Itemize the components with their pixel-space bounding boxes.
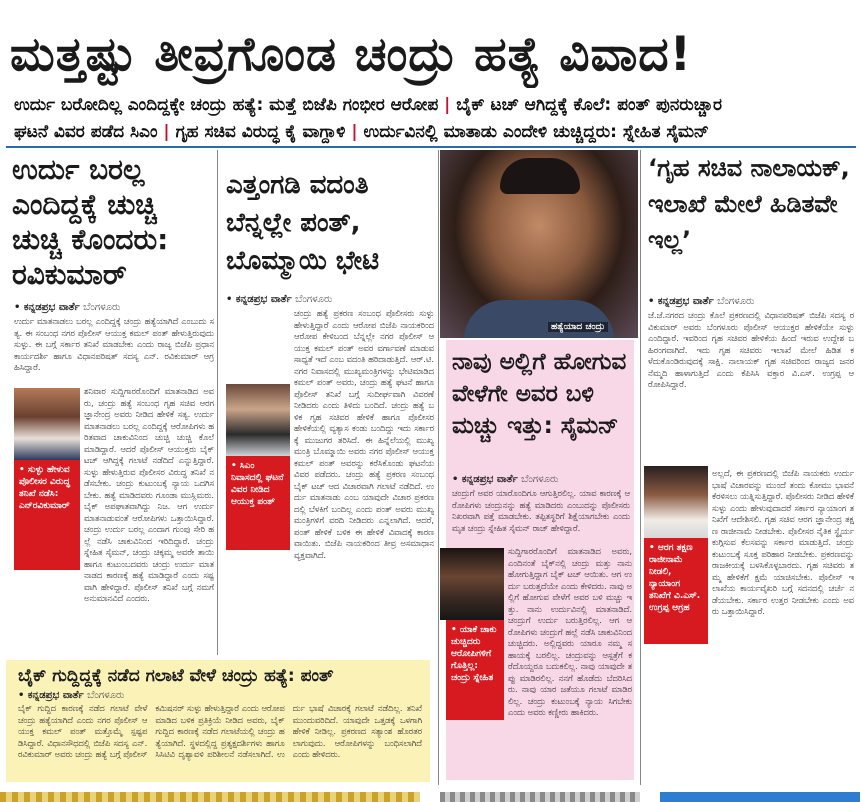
story2-text-content: ಚಂದ್ರು ಹತ್ಯೆ ಪ್ರಕರಣ ಸಂಬಂಧ ಪೊಲೀಸರು ಸುಳ್ಳು ಹೇಳುತ್ತಿದ್ದಾರೆ ಎಂದು ಆರೋಪ ಬಿಜೆಪಿ ನಾಯಕರಿಂದ ಆರೋಪ ಕೇಳಿಬಂದ ಬೆನ್ನಲ್ಲೇ ನಗರ ಪೊಲೀಸ್ ಆಯುಕ್ತ ಕಮಲ್ ಪಂತ್ ಅವರ ವರ್ಗಾವಣೆ ಮಾಡುವ ಸಾಧ್ಯತೆ ಇದೆ ಎಂಬ ವದಂತಿ ಹರಿದಾಡುತ್ತಿದೆ. ಆರ್.ಟಿ.ನಗರ ನಿವಾಸದಲ್ಲಿ ಮುಖ್ಯಮಂತ್ರಿಗಳನ್ನು ಭೇಟಿಮಾಡಿದ ಕಮಲ್ ಪಂತ್ ಅವರು, ಚಂದ್ರು ಹತ್ಯೆ ಘಟನೆ ಹಾಗೂ ಪೊಲೀಸ್ ತನಿಖೆ ಬಗ್ಗೆ ಸುದೀರ್ಘವಾಗಿ ವಿವರಣೆ ನೀಡಿದರು ಎಂದು ತಿಳಿದು ಬಂದಿದೆ. ಚಂದ್ರು ಹತ್ಯೆ ಬಳಿಕ ಗೃಹ ಸಚಿವರ ಹೇಳಿಕೆ ಹಾಗೂ ಪೊಲೀಸರ ಹೇಳಿಕೆಯಲ್ಲಿ ವ್ಯತ್ಯಾಸ ಕಂಡು ಬಂದಿದ್ದು ಇದು ಸರ್ಕಾರಕ್ಕೆ ಮುಜುಗರ ತರಿಸಿದೆ. ಈ ಹಿನ್ನೆಲೆಯಲ್ಲಿ ಮುಖ್ಯಮಂತ್ರಿ ಬೊಮ್ಮಾಯಿ ಅವರು ನಗರ ಪೊಲೀಸ್ ಆಯುಕ್ತ ಕಮಲ್ ಪಂತ್ ಅವರನ್ನು ಕರೆಸಿಕೊಂಡು ಘಟನೆಯ ವಿವರ ಪಡೆದರು. ಚಂದ್ರು ಹತ್ಯೆ ಪ್ರಕರಣ ಸಂಬಂಧ ಬೈಕ್ ಟಚ್ ಆದ ವಿಚಾರವಾಗಿ ಗಲಾಟೆ ನಡೆದಿದೆ. ಉರ್ದು ಮಾತನಾಡು ಎಂಬ ಯಾವುದೇ ವಿಚಾರ ಪ್ರಕರಣದಲ್ಲಿ ಬೆಳಕಿಗೆ ಬಂದಿಲ್ಲ ಎಂದು ಪಂತ್ ಅವರು ಮುಖ್ಯಮಂತ್ರಿಗಳಿಗೆ ವರದಿ ನೀಡಿದರು ಎನ್ನಲಾಗಿದೆ. ಆದರೆ, ಪಂತ್ ಹೇಳಿಕೆ ಬಳಿಕ ಈ ಹೇಳಿಕೆ ವಿವಾದಕ್ಕೆ ಕಾರಣವಾಯಿತು. ಬಿಜೆಪಿ ನಾಯಕರಿಂದ ತೀವ್ರ ಅಸಮಾಧಾನ ವ್ಯಕ್ತವಾಗಿದೆ. [294,308,434,560]
story3-byline [452,474,559,485]
deck-line-2 [14,119,854,145]
chandru-photo [440,150,638,338]
deck-separator: | [444,95,451,115]
byline-source: • ಕನ್ನಡಪ್ರಭ ವಾರ್ತೆ [14,302,80,313]
deck-line-1 [14,92,854,118]
column-divider [217,150,218,655]
deck-item: ಬೈಕ್ ಟಚ್ ಆಗಿದ್ದಕ್ಕೆ ಕೊಲೆ: ಪಂತ್ ಪುನರುಚ್ಚಾರ [456,95,722,115]
story1-byline [14,302,121,313]
story3-headline: ನಾವು ಅಲ್ಲಿಗೆ ಹೋಗುವ ವೇಳೆಗೇ ಅವರ ಬಳಿ ಮಚ್ಚು ಇತ್ತು: ಸೈಮನ್ [452,349,627,439]
story2-photo-caption: • ಸಿಎಂ ನಿವಾಸದಲ್ಲಿ ಘಟನೆ ವಿವರ ನೀಡಿದ ಆಯುಕ್ತ ಪಂತ್ [226,456,290,550]
next-story-strip [0,792,420,802]
story3-photo-caption: • ಯಾಕೆ ಚಾಕು ಚುಚ್ಚಿದರು ಆರೋಪಿಗಳಿಗೆ ಗೊತ್ತಿಲ್ಲ: ಚಂದ್ರು ಸ್ನೇಹಿತ [446,620,504,720]
story1-headline: ಉರ್ದು ಬರಲ್ಲ ಎಂದಿದ್ದಕ್ಕೆ ಚುಚ್ಚಿ ಚುಚ್ಚಿ ಕೊಂದರು: ರವಿಕುಮಾರ್ [12,153,169,291]
next-story-strip [660,792,860,802]
story2-headline: ಎತ್ತಂಗಡಿ ವದಂತಿ ಬೆನ್ನಲ್ಲೇ ಪಂತ್, ಬೊಮ್ಮಾಯಿ ಭೇಟಿ [226,170,380,276]
byline-place: ಬೆಂಗಳೂರು [295,294,333,305]
deck-item: ಘಟನೆ ವಿವರ ಪಡೆದ ಸಿಎಂ [14,122,158,142]
text-wrap-spacer [226,380,294,622]
byline-source: • ಕನ್ನಡಪ್ರಭ ವಾರ್ತೆ [226,294,292,305]
main-headline: ಮತ್ತಷ್ಟು ತೀವ್ರಗೊಂಡ ಚಂದ್ರು ಹತ್ಯೆ ವಿವಾದ! [10,27,693,82]
story4-headline: ‘ಗೃಹ ಸಚಿವ ನಾಲಾಯಕ್, ಇಲಾಖೆ ಮೇಲೆ ಹಿಡಿತವೇ ಇಲ್ಲ’ [648,154,850,254]
byline-source: • ಕನ್ನಡಪ್ರಭ ವಾರ್ತೆ [648,296,714,307]
column-divider [438,150,439,785]
story2-text [226,308,434,653]
column-divider [640,150,641,785]
byline-source: • ಕನ್ನಡಪ್ರಭ ವಾರ್ತೆ [18,690,84,701]
story2-byline [226,294,333,305]
hair-shape [500,158,580,194]
byline-place: ಬೆಂಗಳೂರು [83,302,121,313]
story4-byline [648,296,755,307]
story4-text-b: ಅಲ್ಲದೆ, ಈ ಪ್ರಕರಣದಲ್ಲಿ ಬಿಜೆಪಿ ನಾಯಕರು ಉರ್ದು ಭಾಷೆ ವಿಚಾರವನ್ನು ಮುಂದೆ ತಂದು ಕೋಮು ಭಾವನೆ ಕೆರಳಿಸಲು ಯತ್ನಿಸುತ್ತಿದ್ದಾರೆ. ಪೊಲೀಸರು ನೀಡಿದ ಹೇಳಿಕೆ ಸುಳ್ಳು ಎಂದು ಹೇಳುವುದಾದರೆ ಸರ್ಕಾರ ನ್ಯಾಯಾಂಗ ತನಿಖೆಗೆ ಆದೇಶಿಸಲಿ. ಗೃಹ ಸಚಿವ ಆರಗ ಜ್ಞಾನೇಂದ್ರ ತಕ್ಷಣ ರಾಜೀನಾಮೆ ನೀಡಬೇಕು. ಪೊಲೀಸರ ನೈತಿಕ ಸ್ಥೈರ್ಯ ಕುಗ್ಗಿಸುವ ಕೆಲಸವನ್ನು ಸರ್ಕಾರ ಮಾಡುತ್ತಿದೆ. ಚಂದ್ರು ಕುಟುಂಬಕ್ಕೆ ಸೂಕ್ತ ಪರಿಹಾರ ನೀಡಬೇಕು. ಪ್ರಕರಣವನ್ನು ರಾಜಕೀಯಕ್ಕೆ ಬಳಸಿಕೊಳ್ಳಬಾರದು. ಗೃಹ ಸಚಿವರು ತಮ್ಮ ಹೇಳಿಕೆಗೆ ಕ್ಷಮೆ ಯಾಚಿಸಬೇಕು. ಪೊಲೀಸ್ ಇಲಾಖೆಯ ಕಾರ್ಯವೈಖರಿ ಬಗ್ಗೆ ಸದನದಲ್ಲಿ ಚರ್ಚೆ ನಡೆಯಬೇಕು. ಸರ್ಕಾರ ಉತ್ತರ ನೀಡಬೇಕು ಎಂದು ಅವರು ಒತ್ತಾಯಿಸಿದ್ದಾರೆ. [712,468,854,616]
story3-text-b: ಸುದ್ದಿಗಾರರೊಂದಿಗೆ ಮಾತನಾಡಿದ ಅವರು, ಎಂದಿನಂತೆ ಬೈಕ್‌ನಲ್ಲಿ ಚಂದ್ರು ಮತ್ತು ನಾನು ಹೋಗುತ್ತಿದ್ದಾಗ ಬೈಕ್ ಟಚ್ ಆಯಿತು. ಆಗ ಉರ್ದು ಬರುತ್ತದೆಯೇ ಎಂದು ಕೇಳಿದರು. ನಾವು ಅಲ್ಲಿಗೆ ಹೋಗುವ ವೇಳೆಗೆ ಅವರ ಬಳಿ ಮಚ್ಚು ಇತ್ತು. ನಾನು ಉರ್ದುವಿನಲ್ಲಿ ಮಾತನಾಡಿದೆ. ಚಂದ್ರುಗೆ ಉರ್ದು ಬರುತ್ತಿರಲಿಲ್ಲ. ಆಗ ಆರೋಪಿಗಳು ಚಂದ್ರುಗೆ ಹಲ್ಲೆ ನಡೆಸಿ ಚಾಕುವಿನಿಂದ ಚುಚ್ಚಿದರು. ಅಲ್ಲಿದ್ದವರು ಯಾರೂ ನಮ್ಮ ಸಹಾಯಕ್ಕೆ ಬರಲಿಲ್ಲ. ಚಂದ್ರುವನ್ನು ಆಸ್ಪತ್ರೆಗೆ ಕರೆದೊಯ್ದರೂ ಬದುಕಲಿಲ್ಲ. ನಾವು ಯಾವುದೇ ತಪ್ಪು ಮಾಡಿರಲಿಲ್ಲ. ನನಗೆ ಹೊಡೆದು ಬೆದರಿಸಿದರು. ನಾವು ಯಾರ ಜತೆಯೂ ಗಲಾಟೆ ಮಾಡಿರಲಿಲ್ಲ. ಚಂದ್ರು ಕುಟುಂಬಕ್ಕೆ ನ್ಯಾಯ ಸಿಗಬೇಕು ಎಂದು ಅವರು ಕಣ್ಣೀರು ಹಾಕಿದರು. [508,546,632,717]
byline-place: ಬೆಂಗಳೂರು [717,296,755,307]
story4-photo-caption: • ಆರಗ ತಕ್ಷಣ ರಾಜೀನಾಮೆ ನೀಡಲಿ, ನ್ಯಾಯಾಂಗ ತನಿಖೆಗೆ ವಿ.ಎಸ್. ಉಗ್ರಪ್ಪ ಆಗ್ರಹ [644,538,708,644]
ravikumar-photo [14,388,80,460]
story1-text-b: ಶನಿವಾರ ಸುದ್ದಿಗಾರರೊಂದಿಗೆ ಮಾತನಾಡಿದ ಅವರು, ಚಂದ್ರು ಹತ್ಯೆ ಸಂಬಂಧ ಗೃಹ ಸಚಿವ ಆರಗ ಜ್ಞಾನೇಂದ್ರ ಅವರು ನೀಡಿದ ಹೇಳಿಕೆ ಸತ್ಯ. ಉರ್ದು ಮಾತನಾಡಲು ಬರಲ್ಲ ಎಂದಿದ್ದಕ್ಕೆ ಆರೋಪಿಗಳು ಹರಿತವಾದ ಚಾಕುವಿನಿಂದ ಚುಚ್ಚಿ ಚುಚ್ಚಿ ಕೊಲೆ ಮಾಡಿದ್ದಾರೆ. ಆದರೆ ಪೊಲೀಸ್ ಆಯುಕ್ತರು ಬೈಕ್ ಟಚ್ ಆಗಿದ್ದಕ್ಕೆ ಗಲಾಟೆ ನಡೆದಿದೆ ಎನ್ನುತ್ತಿದ್ದಾರೆ. ಸುಳ್ಳು ಹೇಳುತ್ತಿರುವ ಪೊಲೀಸರ ವಿರುದ್ಧ ತನಿಖೆ ನಡೆಸಬೇಕು. ಚಂದ್ರು ಕುಟುಂಬಕ್ಕೆ ನ್ಯಾಯ ಒದಗಿಸಬೇಕು. ಹತ್ಯೆ ಮಾಡಿದವರು ಗೂಂಡಾ ಮುಸ್ಲಿಮರು. ಬೈಕ್ ಅಪಘಾತವಾಗಿದ್ದು ನಿಜ. ಆಗ ಉರ್ದು ಮಾತನಾಡುವಂತೆ ಆರೋಪಿಗಳು ಒತ್ತಾಯಿಸಿದ್ದಾರೆ. ಚಂದ್ರು ಉರ್ದು ಬರಲ್ಲ ಎಂದಾಗ ಗುಂಪು ಸೇರಿ ಹಲ್ಲೆ ನಡೆಸಿ ಚಾಕುವಿನಿಂದ ಇರಿದಿದ್ದಾರೆ. ಚಂದ್ರು ಸ್ನೇಹಿತ ಸೈಮನ್, ಚಂದ್ರು ಚಿಕ್ಕಮ್ಮ ಅವರೇ ತಾಯಿ ಹಾಗೂ ಕುಟುಂಬದವರು ಚಂದ್ರು ಉರ್ದು ಮಾತನಾಡದ ಕಾರಣಕ್ಕೆ ಹತ್ಯೆ ಮಾಡಿದ್ದಾರೆ ಎಂದು ಸಷ್ಟವಾಗಿ ಹೇಳಿದ್ದಾರೆ. ಪೊಲೀಸ್ ತನಿಖೆ ಬಗ್ಗೆ ನಮಗೆ ಅನುಮಾನವಿದೆ ಎಂದರು. [84,386,214,603]
deck-separator: | [163,122,170,142]
deck-item: ಉರ್ದು ಬರೋದಿಲ್ಲ ಎಂದಿದ್ದಕ್ಕೇ ಚಂದ್ರು ಹತ್ಯೆ: ಮತ್ತೆ ಬಿಜೆಪಿ ಗಂಭೀರ ಆರೋಪ [14,95,439,115]
byline-place: ಬೆಂಗಳೂರು [87,690,125,701]
story5-headline: ಬೈಕ್ ಗುದ್ದಿದ್ದಕ್ಕೆ ನಡೆದ ಗಲಾಟೆ ವೇಳೆ ಚಂದ್ರು ಹತ್ಯೆ: ಪಂತ್ [18,666,334,686]
byline-place: ಬೆಂಗಳೂರು [521,474,559,485]
deck-separator: | [351,122,358,142]
story5-text: ಬೈಕ್ ಗುದ್ದಿದ ಕಾರಣಕ್ಕೆ ನಡೆದ ಗಲಾಟೆ ವೇಳೆ ಚಂದ್ರು ಹತ್ಯೆಯಾಗಿದೆ ಎಂದು ನಗರ ಪೊಲೀಸ್ ಆಯುಕ್ತ ಕಮಲ್ ಪಂತ್ ಮತ್ತೊಮ್ಮೆ ಸ್ಪಷ್ಟಪಡಿಸಿದ್ದಾರೆ. ವಿಧಾನಸೌಧದಲ್ಲಿ ಬಿಜೆಪಿ ಸದಸ್ಯ ಎನ್. ರವಿಕುಮಾರ್ ಅವರು ಚಂದ್ರು ಹತ್ಯೆ ಬಗ್ಗೆ ಪೊಲೀಸ್ ಕಮಿಷನರ್ ಸುಳ್ಳು ಹೇಳುತ್ತಿದ್ದಾರೆ ಎಂದು ಆರೋಪ ಮಾಡಿದ ಬಳಿಕ ಪ್ರತಿಕ್ರಿಯೆ ನೀಡಿದ ಅವರು, ಬೈಕ್ ಗುದ್ದಿದ ಕಾರಣಕ್ಕೆ ನಡೆದ ಗಲಾಟೆಯಲ್ಲಿ ಚಂದ್ರು ಹತ್ಯೆಯಾಗಿದೆ. ಸ್ಥಳದಲ್ಲಿದ್ದ ಪ್ರತ್ಯಕ್ಷದರ್ಶಿಗಳು ಹಾಗೂ ಸಿಸಿಟಿವಿ ದೃಶ್ಯಾವಳಿ ಪರಿಶೀಲನೆ ನಡೆಸಲಾಗಿದೆ. ಉರ್ದು ಭಾಷೆ ವಿಚಾರಕ್ಕೆ ಗಲಾಟೆ ನಡೆದಿಲ್ಲ. ತನಿಖೆ ಮುಂದುವರಿದಿದೆ. ಯಾವುದೇ ಒತ್ತಡಕ್ಕೆ ಒಳಗಾಗಿ ಹೇಳಿಕೆ ನೀಡಿಲ್ಲ. ಪ್ರಕರಣದ ಸತ್ಯಾಂಶ ಹೊರತರಲಾಗುವುದು. ಆರೋಪಿಗಳನ್ನು ಬಂಧಿಸಲಾಗಿದೆ ಎಂದು ಹೇಳಿದರು. [18,703,422,759]
ugrappa-photo [644,466,708,538]
story3-text-a: ಚಂದ್ರುಗೆ ಅವರ ಯಾರೊಂದಿಗೂ ಆಗುತ್ತಿರಲಿಲ್ಲ. ಯಾವ ಕಾರಣಕ್ಕೆ ಆರೋಪಿಗಳು ಚಂದ್ರುನನ್ನು ಹತ್ಯೆ ಮಾಡಿದರು ಎಂಬುದನ್ನು ಪೊಲೀಸರು ನಿಖರವಾಗಿ ಪತ್ತೆ ಮಾಡಬೇಕು. ತಪ್ಪಿತಸ್ಥರಿಗೆ ಶಿಕ್ಷೆಯಾಗಬೇಕು ಎಂದು ಮೃತ ಚಂದ್ರು ಸ್ನೇಹಿತ ಸೈಮನ್ ರಾಜ್ ಹೇಳಿದ್ದಾರೆ. [452,488,630,533]
simon-photo [440,548,504,620]
story4-text-a: ಜೆ.ಜೆ.ನಗರದ ಚಂದ್ರು ಕೊಲೆ ಪ್ರಕರಣದಲ್ಲಿ ವಿಧಾನಪರಿಷತ್ ಬಿಜೆಪಿ ಸದಸ್ಯ ರವಿಕುಮಾರ್ ಅವರು ಬೆಂಗಳೂರು ಪೊಲೀಸ್ ಆಯುಕ್ತರ ಹೇಳಿಕೆಯೇ ಸುಳ್ಳು ಎಂದಿದ್ದಾರೆ. ಇವರಿಂದ ಗೃಹ ಸಚಿವರ ಹೇಳಿಕೆಯ ಹಿಂದೆ ಇರುವ ಉದ್ದೇಶ ಬಹಿರಂಗವಾಗಿದೆ. ಇದು ಗೃಹ ಸಚಿವರು ಇಲಾಖೆ ಮೇಲೆ ಹಿಡಿತ ಕಳೆದುಕೊಂಡಿರುವುದಕ್ಕೆ ಸಾಕ್ಷಿ. ನಾಲಾಯಕ್ ಗೃಹ ಸಚಿವರಿಂದ ರಾಜ್ಯದ ಜನರ ನೆಮ್ಮದಿ ಹಾಳಾಗುತ್ತಿದೆ ಎಂದು ಕೆಪಿಸಿಸಿ ವಕ್ತಾರ ವಿ.ಎಸ್. ಉಗ್ರಪ್ಪ ಆರೋಪಿಸಿದ್ದಾರೆ. [648,310,854,389]
story1-text-a: ಉರ್ದು ಮಾತನಾಡಲು ಬರಲ್ಲ ಎಂದಿದ್ದಕ್ಕೆ ಚಂದ್ರು ಹತ್ಯೆಯಾಗಿದೆ ಎಂಬುದು ಸತ್ಯ. ಈ ಸಂಬಂಧ ನಗರ ಪೊಲೀಸ್ ಆಯುಕ್ತ ಕಮಲ್ ಪಂತ್ ಹೇಳುತ್ತಿರುವುದು ಸುಳ್ಳು. ಈ ಬಗ್ಗೆ ಸರ್ಕಾರ ತನಿಖೆ ಮಾಡಬೇಕು ಎಂದು ರಾಜ್ಯ ಬಿಜೆಪಿ ಪ್ರಧಾನ ಕಾರ್ಯದರ್ಶಿ ಹಾಗೂ ವಿಧಾನಪರಿಷತ್ ಸದಸ್ಯ ಎನ್. ರವಿಕುಮಾರ್ ಆಗ್ರಹಿಸಿದ್ದಾರೆ. [14,316,214,372]
next-story-strip [440,792,640,802]
shirt-shape [464,300,614,338]
deck-item: ಗೃಹ ಸಚಿವ ವಿರುದ್ಧ ಕೈ ವಾಗ್ದಾಳಿ [175,122,346,142]
byline-source: • ಕನ್ನಡಪ್ರಭ ವಾರ್ತೆ [452,474,518,485]
story1-photo-caption: • ಸುಳ್ಳು ಹೇಳುವ ಪೊಲೀಸರ ವಿರುದ್ಧ ತನಿಖೆ ನಡೆಸಿ: ಎನ್‌ರವಿಕುಮಾರ್ [14,460,80,570]
story5-byline [18,690,125,701]
photo-label: ಹತ್ಯೆಯಾದ ಚಂದ್ರು [548,322,608,332]
deck-item: ಉರ್ದುವಿನಲ್ಲಿ ಮಾತಾಡು ಎಂದೇಳಿ ಚುಚ್ಚಿದ್ದರು: ಸ್ನೇಹಿತ ಸೈಮನ್ [363,122,709,142]
divider [6,146,856,148]
